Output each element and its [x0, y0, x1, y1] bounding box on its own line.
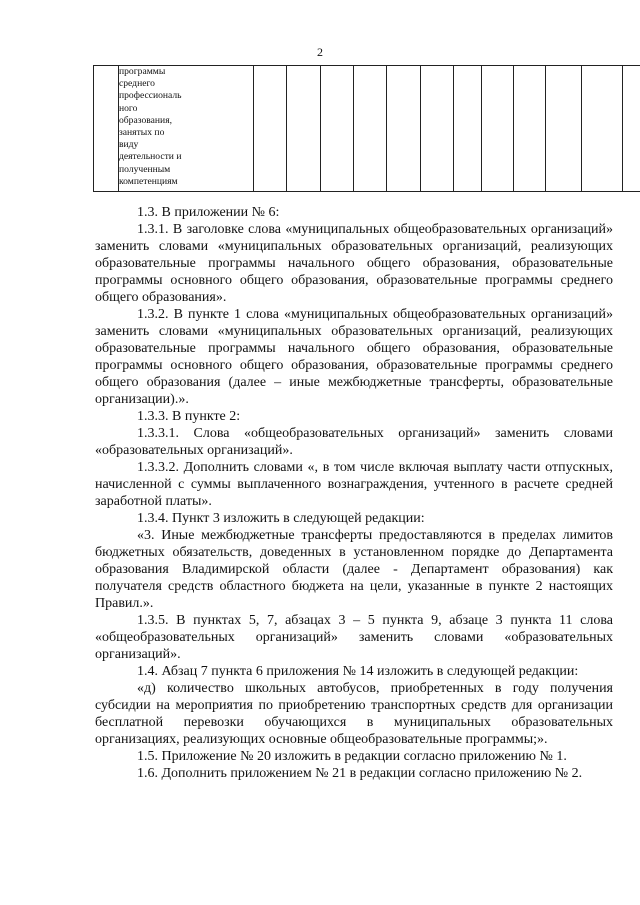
paragraph: 1.3.4. Пункт 3 изложить в следующей редакции:	[137, 511, 425, 526]
table-cell	[354, 66, 387, 192]
table-cell	[287, 66, 321, 192]
paragraph: 1.6. Дополнить приложением № 21 в редакции согласно приложению № 2.	[137, 766, 583, 781]
table-cell	[514, 66, 546, 192]
paragraph: 1.3.5. В пунктах 5, 7, абзацах 3 – 5 пункта 9, абзаце 3 пункта 11 слова «общеобразовательных организаций» заменить словами «образовательных организаций».	[95, 613, 613, 662]
paragraph: 1.3.3.2. Дополнить словами «, в том числе включая выплату части отпускных, начисленной с суммы выплаченного вознаграждения, учтенного в расчете средней заработной платы».	[95, 460, 613, 509]
table-cell	[482, 66, 514, 192]
table-cell	[321, 66, 354, 192]
paragraph: «3. Иные межбюджетные трансферты предоставляются в пределах лимитов бюджетных обязательств, доведенных в установленном порядке до Департамента образования Владимирской области (далее - Департамент образования) как получателя средств областного бюджета на цели, указанные в пункте 2 настоящих Правил.».	[95, 528, 613, 611]
paragraph: 1.3.2. В пункте 1 слова «муниципальных общеобразовательных организаций» заменить словами «муниципальных образовательных организаций, реализующих образовательные программы начального общего образования, образовательные программы основного общего образования, образовательные программы среднего общего образования (далее – иные межбюджетные трансферты, образовательные организации).».	[95, 307, 613, 407]
paragraph: 1.3.3.1. Слова «общеобразовательных организаций» заменить словами «образовательных организаций».	[95, 426, 613, 458]
table-cell	[546, 66, 582, 192]
page-number: 2	[317, 45, 323, 59]
paragraph: 1.3.1. В заголовке слова «муниципальных общеобразовательных организаций» заменить словами «муниципальных образовательных организаций, реализующих образовательные программы начального общего образования, образовательные программы основного общего образования, образовательные программы среднего общего образования».	[95, 222, 613, 305]
table-cell	[421, 66, 454, 192]
paragraph: «д) количество школьных автобусов, приобретенных в году получения субсидии на мероприятия по приобретению транспортных средств для организации бесплатной перевозки обучающихся в муниципальных образовательных организациях, реализующих основные общеобразовательные программы;».	[95, 681, 613, 747]
table-cell	[582, 66, 623, 192]
paragraph: 1.3. В приложении № 6:	[137, 205, 280, 220]
paragraph: 1.4. Абзац 7 пункта 6 приложения № 14 изложить в следующей редакции:	[137, 664, 579, 679]
paragraph: 1.5. Приложение № 20 изложить в редакции согласно приложению № 1.	[137, 749, 567, 764]
table-cell-description: программы среднего профессиональ ного образования, занятых по виду деятельности и полученным компетенциям	[119, 66, 254, 192]
document-body	[95, 204, 613, 782]
table-cell	[623, 66, 640, 192]
paragraph: 1.3.3. В пункте 2:	[137, 409, 241, 424]
table-cell	[94, 66, 119, 192]
continued-table	[93, 65, 640, 192]
table-cell	[454, 66, 482, 192]
table-cell	[254, 66, 287, 192]
table-cell	[387, 66, 421, 192]
table-row	[94, 66, 640, 192]
